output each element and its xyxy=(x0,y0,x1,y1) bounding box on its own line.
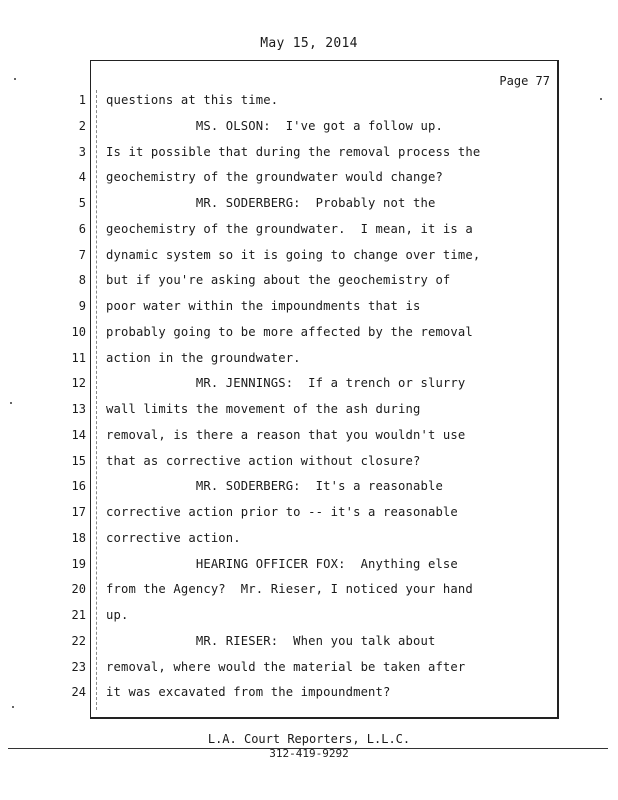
scan-speck xyxy=(10,402,12,404)
transcript-line xyxy=(0,500,618,525)
footer-phone: 312-419-9292 xyxy=(269,747,349,760)
line-number: 16 xyxy=(71,479,86,494)
transcript-line xyxy=(0,114,618,139)
line-text: HEARING OFFICER FOX: Anything else xyxy=(106,556,458,571)
line-text: corrective action. xyxy=(106,530,241,545)
line-text: MR. RIESER: When you talk about xyxy=(106,633,436,648)
line-text: probably going to be more affected by the removal xyxy=(106,324,473,339)
header-date: May 15, 2014 xyxy=(260,36,358,51)
transcript-line xyxy=(0,268,618,293)
line-text: that as corrective action without closure? xyxy=(106,453,421,468)
line-text: removal, where would the material be taken after xyxy=(106,659,466,674)
line-number: 7 xyxy=(78,247,86,262)
line-number: 3 xyxy=(78,144,86,159)
line-number: 8 xyxy=(78,273,86,288)
line-number: 19 xyxy=(71,556,86,571)
transcript-line xyxy=(0,217,618,242)
transcript-line xyxy=(0,423,618,448)
transcript-line xyxy=(0,294,618,319)
line-text: questions at this time. xyxy=(106,93,279,107)
transcript-line xyxy=(0,346,618,371)
transcript-line xyxy=(0,243,618,268)
line-number: 13 xyxy=(71,402,86,416)
line-text: action in the groundwater. xyxy=(106,350,301,365)
line-number: 24 xyxy=(71,685,86,700)
line-number: 20 xyxy=(71,582,86,597)
scan-speck xyxy=(600,98,602,100)
line-text: geochemistry of the groundwater would change? xyxy=(106,170,443,185)
transcript-line xyxy=(0,320,618,345)
line-text: it was excavated from the impoundment? xyxy=(106,685,391,700)
transcript-line xyxy=(0,165,618,190)
transcript-line xyxy=(0,577,618,602)
line-text: MR. SODERBERG: Probably not the xyxy=(106,196,436,210)
footer-reporter: L.A. Court Reporters, L.L.C. xyxy=(207,732,411,746)
line-number: 12 xyxy=(71,376,86,391)
line-text: dynamic system so it is going to change over time, xyxy=(106,247,481,262)
line-number: 10 xyxy=(71,324,86,339)
line-number: 4 xyxy=(78,170,86,185)
transcript-line xyxy=(0,371,618,396)
line-number: 23 xyxy=(71,659,86,674)
line-text: removal, is there a reason that you wouldn't use xyxy=(106,427,466,442)
line-text: up. xyxy=(106,608,129,622)
line-number: 9 xyxy=(78,299,86,313)
line-text: wall limits the movement of the ash during xyxy=(106,402,421,416)
transcript-line xyxy=(0,449,618,474)
page-label: Page 77 xyxy=(499,74,550,88)
line-text: MS. OLSON: I've got a follow up. xyxy=(106,118,443,133)
line-number: 2 xyxy=(78,118,86,133)
line-number: 15 xyxy=(71,453,86,468)
line-text: MR. SODERBERG: It's a reasonable xyxy=(106,479,443,494)
line-number: 21 xyxy=(71,608,86,622)
transcript-line xyxy=(0,397,618,422)
line-number: 5 xyxy=(78,196,86,210)
transcript-line xyxy=(0,474,618,499)
line-text: poor water within the impoundments that is xyxy=(106,299,421,313)
line-number: 18 xyxy=(71,530,86,545)
transcript-line xyxy=(0,191,618,216)
scan-speck xyxy=(12,706,14,708)
line-number: 22 xyxy=(71,633,86,648)
line-number: 11 xyxy=(71,350,86,365)
transcript-line xyxy=(0,140,618,165)
transcript-line xyxy=(0,88,618,113)
scan-speck xyxy=(14,78,16,80)
line-number: 17 xyxy=(71,505,86,519)
transcript-line xyxy=(0,680,618,705)
transcript-line xyxy=(0,629,618,654)
line-text: geochemistry of the groundwater. I mean, it is a xyxy=(106,221,473,236)
line-text: but if you're asking about the geochemistry of xyxy=(106,273,451,288)
transcript-line xyxy=(0,526,618,551)
line-text: Is it possible that during the removal process the xyxy=(106,144,481,159)
line-number: 1 xyxy=(78,93,86,107)
line-text: MR. JENNINGS: If a trench or slurry xyxy=(106,376,466,391)
transcript-line xyxy=(0,552,618,577)
line-number: 6 xyxy=(78,221,86,236)
line-text: from the Agency? Mr. Rieser, I noticed your hand xyxy=(106,582,473,597)
line-text: corrective action prior to -- it's a reasonable xyxy=(106,505,458,519)
transcript-line xyxy=(0,603,618,628)
line-number: 14 xyxy=(71,427,86,442)
transcript-line xyxy=(0,655,618,680)
